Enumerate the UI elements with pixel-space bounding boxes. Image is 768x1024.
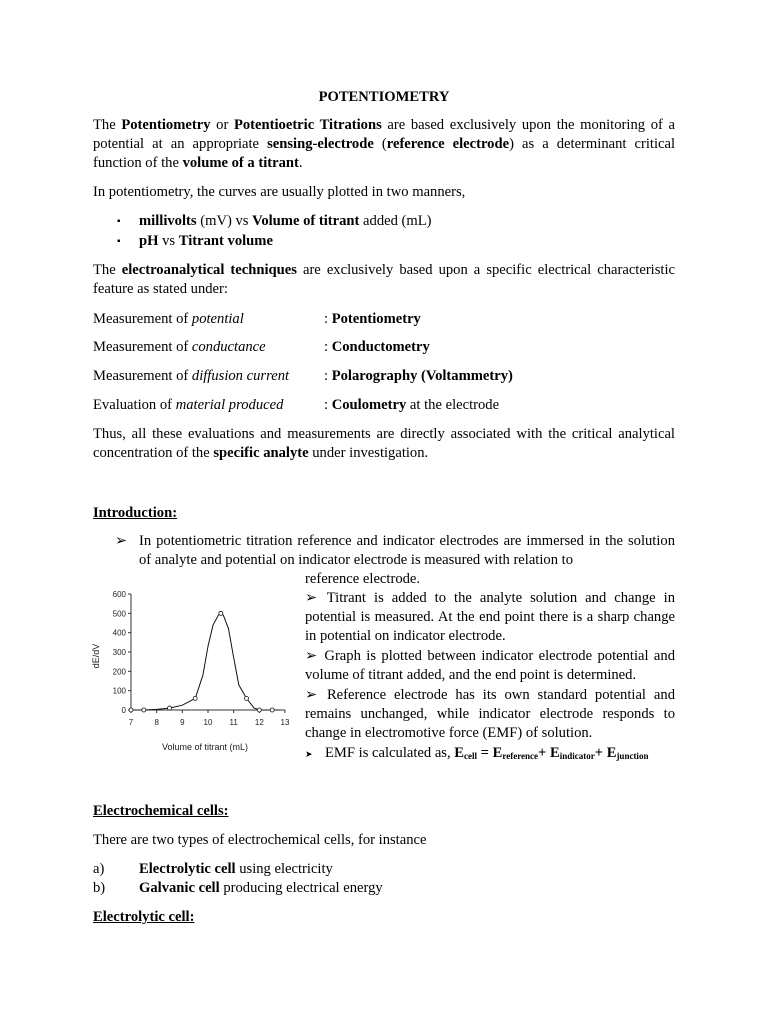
italic-term: material produced — [175, 397, 284, 413]
data-point — [193, 696, 197, 700]
italic-term: diffusion current — [191, 368, 290, 384]
bold-term: Galvanic cell — [139, 880, 220, 896]
text: (mV) vs — [196, 213, 253, 229]
text: Measurement of — [93, 339, 192, 355]
technique-name: Conductometry — [331, 339, 430, 355]
chart-ticks — [113, 590, 290, 727]
x-tick-label: 7 — [128, 718, 134, 727]
text: The — [93, 262, 122, 278]
text: producing electrical energy — [219, 880, 383, 896]
text: vs — [158, 233, 179, 249]
curves-intro: In potentiometry, the curves are usually plotted in two manners, — [93, 184, 466, 200]
bold-term: pH — [139, 233, 159, 249]
intro-paragraph — [93, 116, 675, 173]
page-title: POTENTIOMETRY — [318, 89, 450, 105]
electrochemical-cells-heading: Electrochemical cells: — [93, 803, 229, 819]
bold-term: Electrolytic cell — [139, 861, 236, 877]
bold-term: Potentiometry — [121, 117, 211, 133]
text: Evaluation of — [93, 397, 176, 413]
text: using electricity — [235, 861, 333, 877]
data-point — [168, 706, 172, 710]
bullet-marker: ▪ — [117, 236, 121, 247]
bold-term: volume of a titrant — [182, 155, 299, 171]
y-tick-label: 200 — [112, 667, 126, 677]
bold-term: millivolts — [139, 213, 197, 229]
text: : — [324, 311, 332, 327]
symbol: = E — [477, 745, 503, 761]
intro-point — [305, 647, 675, 685]
dEdV-chart — [93, 578, 303, 768]
italic-term: potential — [191, 311, 244, 327]
bold-term: sensing-electrode — [267, 136, 374, 152]
y-tick-label: 400 — [112, 628, 126, 638]
text: EMF is calculated as, — [325, 745, 455, 761]
data-point — [219, 611, 223, 615]
intro-point — [305, 686, 675, 743]
electrolytic-cell-heading: Electrolytic cell: — [93, 909, 195, 925]
data-point — [257, 708, 261, 712]
text: : — [324, 339, 332, 355]
text: Reference electrode has its own standard potential and remains unchanged, while indicator electrode responds to change in electromotive force (EMF) of solution. — [305, 687, 675, 741]
arrow-bullet-icon: ➢ — [305, 590, 318, 606]
symbol: + E — [538, 745, 560, 761]
series-line — [131, 613, 280, 710]
list-label: a) — [93, 861, 105, 877]
technique-name: Coulometry — [331, 397, 407, 413]
data-point — [245, 696, 249, 700]
data-point — [142, 708, 146, 712]
x-tick-label: 10 — [203, 718, 213, 727]
text: under investigation. — [308, 445, 429, 461]
technique-name: Polarography (Voltammetry) — [331, 368, 513, 384]
text: added (mL) — [359, 213, 432, 229]
emf-equation — [305, 744, 648, 766]
text: . — [298, 155, 303, 171]
y-tick-label: 0 — [121, 706, 126, 715]
bold-term: specific analyte — [213, 445, 309, 461]
y-tick-label: 300 — [112, 648, 126, 657]
x-tick-label: 9 — [180, 718, 185, 727]
data-point — [270, 708, 274, 712]
text: The — [93, 117, 122, 133]
y-tick-label: 100 — [112, 686, 126, 696]
text: or — [210, 117, 234, 133]
bold-term: Potentioetric Titrations — [233, 117, 382, 133]
intro-point — [305, 589, 675, 646]
x-tick-label: 11 — [229, 718, 238, 727]
bullet-marker: ▪ — [117, 216, 121, 227]
text: Measurement of — [93, 311, 192, 327]
electroanalytical-paragraph — [93, 261, 675, 299]
arrow-bullet-icon: ➤ — [305, 749, 313, 759]
bold-term: reference electrode — [386, 136, 510, 152]
symbol: + E — [594, 745, 617, 761]
text: Graph is plotted between indicator electrode potential and volume of titrant added, and the end point is determined. — [305, 648, 676, 683]
text: Thus, all these evaluations and measurements are directly associated with the critical analytical concentration of the — [93, 426, 675, 461]
list-label: b) — [93, 880, 106, 896]
bold-term: Volume of titrant — [252, 213, 360, 229]
chart-axes — [131, 594, 285, 710]
bold-term: Titrant volume — [178, 233, 273, 249]
intro-point-continued: reference electrode. — [305, 571, 421, 587]
chart-svg — [93, 578, 303, 768]
text: Titrant is added to the analyte solution and change in potential is measured. At the end point there is a sharp change in potential on indicator electrode. — [305, 590, 675, 644]
text: at the electrode — [406, 397, 500, 413]
chart-series — [129, 611, 280, 712]
data-point — [129, 708, 133, 712]
text: Measurement of — [93, 368, 192, 384]
text: : — [324, 368, 332, 384]
text: ( — [373, 136, 387, 152]
x-tick-label: 8 — [154, 718, 159, 727]
arrow-bullet-icon: ➢ — [305, 648, 318, 664]
subscript: junction — [616, 751, 649, 761]
intro-point: In potentiometric titration reference and indicator electrodes are immersed in the solution of analyte and potential on indicator electrode is measured with relation to — [139, 533, 675, 568]
subscript: indicator — [559, 751, 595, 761]
x-axis-label: Volume of titrant (mL) — [161, 742, 249, 752]
text: are exclusively based upon a specific electrical characteristic feature as stated under: — [93, 262, 676, 297]
bold-term: electroanalytical techniques — [121, 262, 297, 278]
text: are based exclusively upon the monitoring of a potential at an appropriate — [93, 117, 675, 152]
symbol: E — [454, 745, 465, 761]
x-tick-label: 13 — [280, 718, 290, 727]
subscript: cell — [464, 751, 478, 761]
technique-name: Potentiometry — [331, 311, 421, 327]
subscript: reference — [502, 751, 539, 761]
electrochemical-intro: There are two types of electrochemical cells, for instance — [93, 832, 427, 848]
y-axis-label: dE/dV — [91, 643, 101, 669]
arrow-bullet-icon: ➢ — [115, 533, 128, 549]
text: ) as a determinant critical function of the — [93, 136, 676, 171]
arrow-bullet-icon: ➢ — [305, 687, 318, 703]
introduction-heading: Introduction: — [93, 505, 178, 521]
text: : — [324, 397, 332, 413]
italic-term: conductance — [191, 339, 266, 355]
y-tick-label: 600 — [112, 590, 126, 599]
thus-paragraph — [93, 425, 675, 463]
y-tick-label: 500 — [112, 609, 126, 619]
x-tick-label: 12 — [254, 718, 264, 727]
